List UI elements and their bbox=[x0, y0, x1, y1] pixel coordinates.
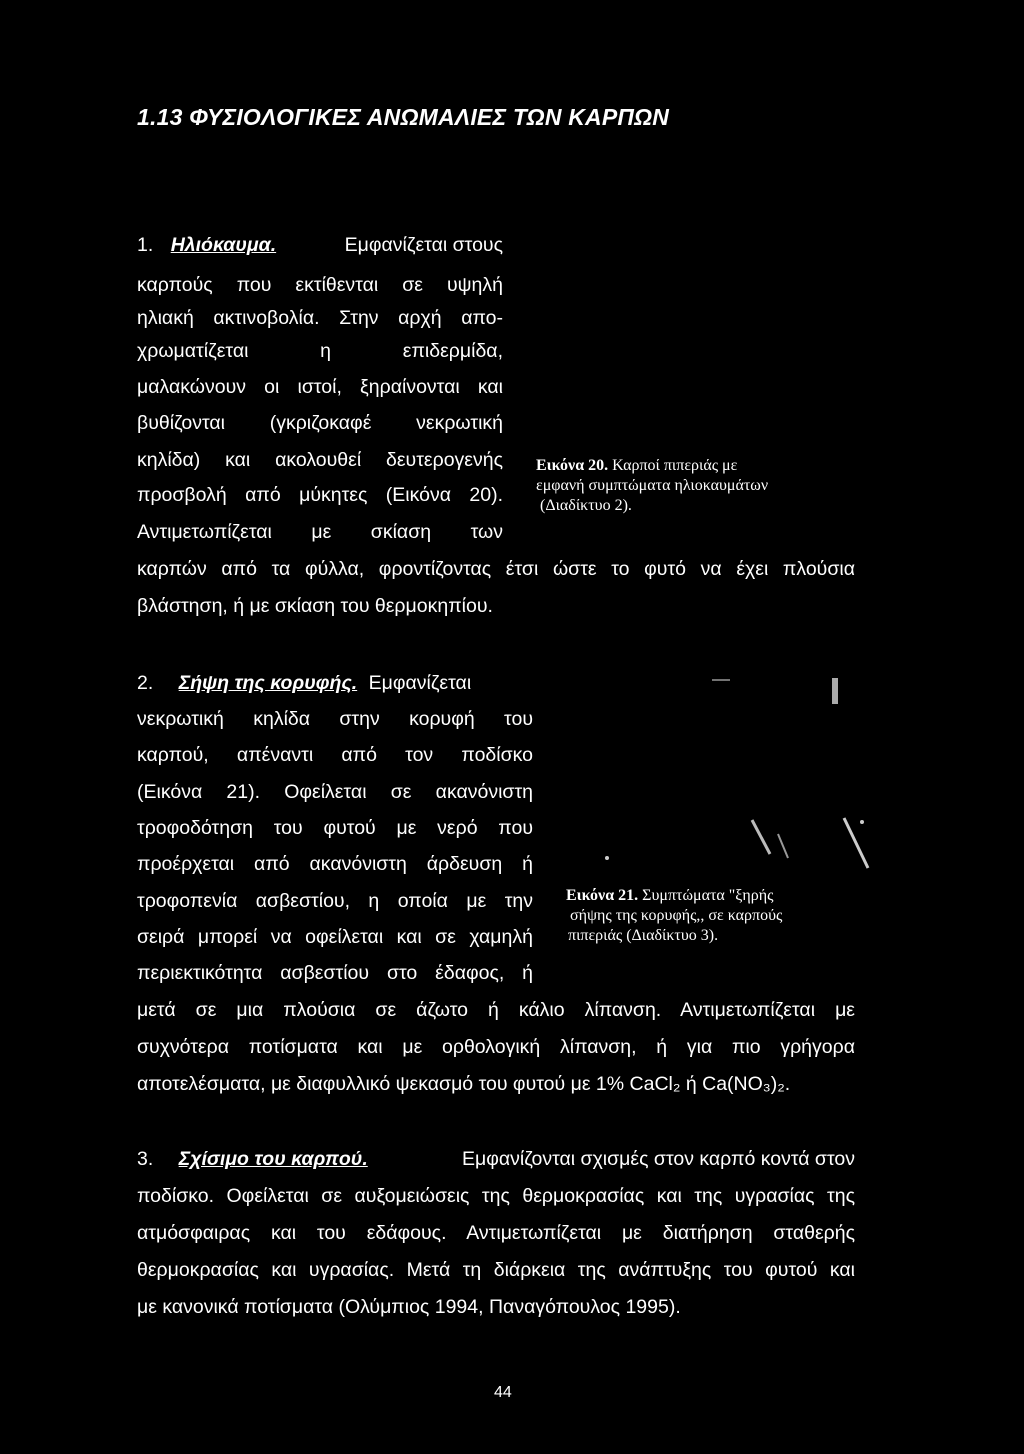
section-2-line: νεκρωτική κηλίδα στην κορυφή του bbox=[137, 708, 533, 730]
figure-20-caption-line: (Διαδίκτυο 2). bbox=[540, 497, 632, 514]
section-1-line: Εμφανίζεται στους bbox=[344, 234, 503, 256]
section-2-line: προέρχεται από ακανόνιστη άρδευση ή bbox=[137, 853, 533, 875]
section-1-line: Αντιμετωπίζεται με σκίαση των bbox=[137, 521, 503, 543]
section-1-line: κηλίδα) και ακολουθεί δευτερογενής bbox=[137, 449, 503, 471]
page-number: 44 bbox=[494, 1384, 512, 1401]
section-2-line: τροφοδότηση του φυτού με νερό που bbox=[137, 817, 533, 839]
section-1-line: μαλακώνουν οι ιστοί, ξηραίνονται και bbox=[137, 376, 503, 398]
section-1-line: καρπών από τα φύλλα, φροντίζοντας έτσι ώστε το φυτό να έχει πλούσια bbox=[137, 558, 855, 580]
figure-20-caption-line: εμφανή συμπτώματα ηλιοκαυμάτων bbox=[536, 477, 769, 494]
section-2-line: Εμφανίζεται bbox=[368, 672, 472, 694]
figure-20-caption bbox=[536, 456, 768, 516]
section-1-line: προσβολή από μύκητες (Εικόνα 20). bbox=[137, 484, 503, 506]
figure-21-caption-line: Συμπτώματα "ξηρής bbox=[642, 887, 774, 904]
figure-21-image bbox=[552, 672, 870, 882]
section-2-title: Σήψη της κορυφής. bbox=[178, 672, 358, 694]
section-2-line: σειρά μπορεί να οφείλεται και σε χαμηλή bbox=[137, 926, 533, 948]
section-1-line: χρωματίζεται η επιδερμίδα, bbox=[137, 340, 503, 362]
section-2-first-line bbox=[137, 670, 471, 696]
section-1-number: 1. bbox=[137, 234, 154, 256]
section-2-line: συχνότερα ποτίσματα και με ορθολογική λίπανση, ή για πιο γρήγορα bbox=[137, 1036, 855, 1058]
section-3-number: 3. bbox=[137, 1148, 154, 1170]
section-2-line: αποτελέσματα, με διαφυλλικό ψεκασμό του φυτού με 1% CaCl₂ ή Ca(NO₃)₂. bbox=[137, 1073, 791, 1095]
figure-21-label: Εικόνα 21. bbox=[566, 887, 639, 904]
section-2-line: περιεκτικότητα ασβεστίου στο έδαφος, ή bbox=[137, 962, 533, 984]
section-2-line: μετά σε μια πλούσια σε άζωτο ή κάλιο λίπανση. Αντιμετωπίζεται με bbox=[137, 999, 855, 1021]
section-1-line: καρπούς που εκτίθενται σε υψηλή bbox=[137, 274, 503, 296]
section-2-line: καρπού, απέναντι από τον ποδίσκο bbox=[137, 744, 533, 766]
section-1-line: ηλιακή ακτινοβολία. Στην αρχή απο- bbox=[137, 307, 503, 329]
section-3-line: Εμφανίζονται σχισμές στον καρπό κοντά στον bbox=[461, 1148, 855, 1170]
section-3-line: ατμόσφαιρας και του εδάφους. Αντιμετωπίζεται με διατήρηση σταθερής bbox=[137, 1222, 855, 1244]
section-2-line: τροφοπενία ασβεστίου, η οποία με την bbox=[137, 890, 533, 912]
section-1-line: βυθίζονται (γκριζοκαφέ νεκρωτική bbox=[137, 412, 503, 434]
figure-21-caption-line: σήψης της κορυφής,, σε καρπούς bbox=[570, 907, 783, 924]
figure-21-caption-line: πιπεριάς (Διαδίκτυο 3). bbox=[568, 927, 719, 944]
figure-20-caption-line: Καρποί πιπεριάς με bbox=[612, 457, 738, 474]
section-3-line: θερμοκρασίας και υγρασίας. Μετά τη διάρκεια της ανάπτυξης του φυτού και bbox=[137, 1259, 855, 1281]
figure-20-label: Εικόνα 20. bbox=[536, 457, 609, 474]
figure-21-photo bbox=[552, 672, 870, 882]
section-3-line: με κανονικά ποτίσματα (Ολύμπιος 1994, Παναγόπουλος 1995). bbox=[137, 1296, 681, 1318]
section-3-first-line bbox=[137, 1146, 855, 1172]
figure-21-caption bbox=[566, 886, 782, 946]
section-1-line: βλάστηση, ή με σκίαση του θερμοκηπίου. bbox=[137, 595, 493, 617]
section-3-title: Σχίσιμο του καρπού. bbox=[178, 1148, 368, 1170]
section-2-line: (Εικόνα 21). Οφείλεται σε ακανόνιστη bbox=[137, 781, 533, 803]
section-heading: 1.13 ΦΥΣΙΟΛΟΓΙΚΕΣ ΑΝΩΜΑΛΙΕΣ ΤΩΝ ΚΑΡΠΩΝ bbox=[137, 104, 670, 130]
section-3-line: ποδίσκο. Οφείλεται σε αυξομειώσεις της θερμοκρασίας και της υγρασίας της bbox=[137, 1185, 855, 1207]
section-2-number: 2. bbox=[137, 672, 154, 694]
section-1-first-line bbox=[137, 232, 503, 258]
section-1-title: Ηλιόκαυμα. bbox=[170, 234, 277, 256]
